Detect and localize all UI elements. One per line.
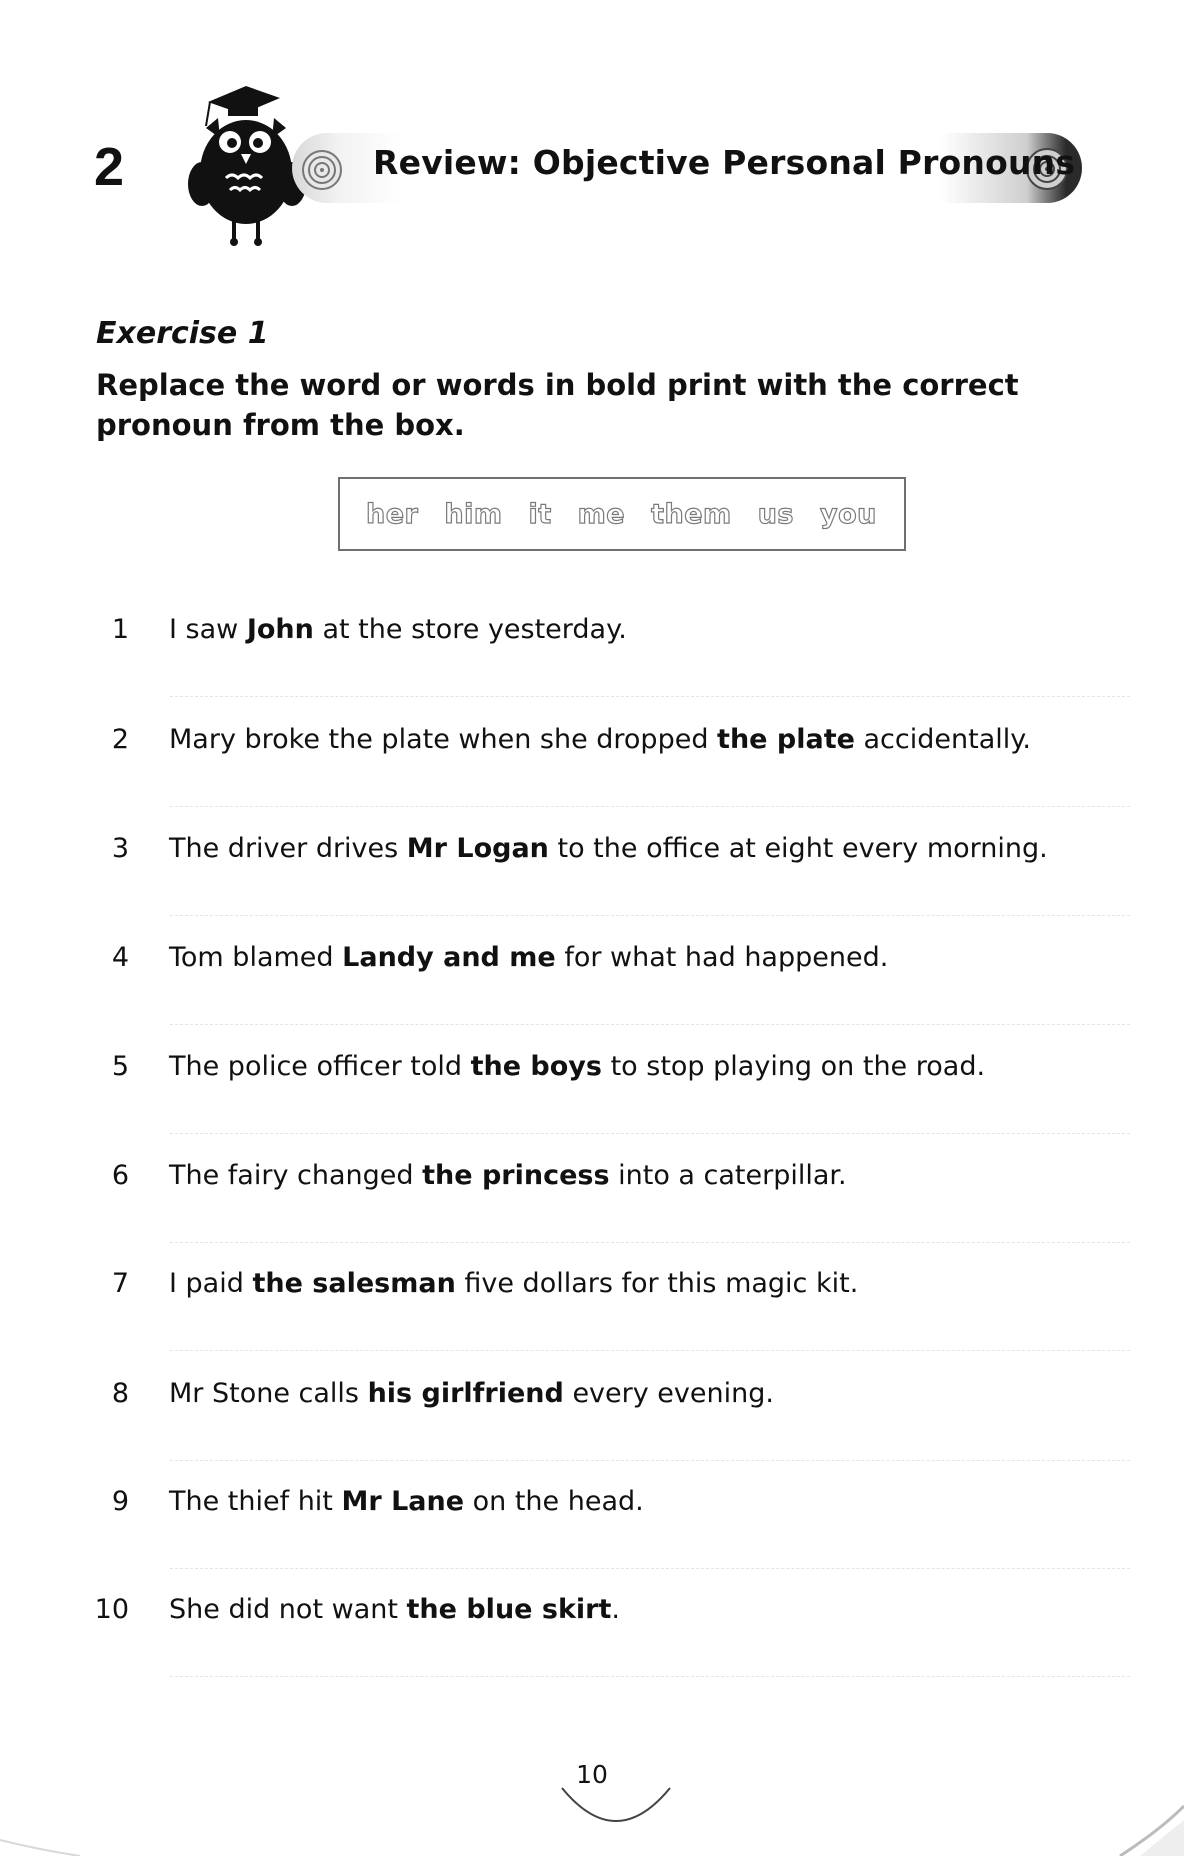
bold-phrase: the blue skirt xyxy=(406,1594,612,1625)
exercise-title: Exercise 1 xyxy=(96,316,269,351)
sentence-number: 7 xyxy=(111,1268,129,1299)
bold-phrase: Mr Logan xyxy=(406,833,549,864)
sentence-number: 2 xyxy=(111,724,129,755)
spiral-icon xyxy=(300,148,344,192)
page-number: 10 xyxy=(576,1760,608,1789)
sentence-item xyxy=(0,1154,1184,1204)
sentence-item xyxy=(0,1045,1184,1095)
exercise-instructions: Replace the word or words in bold print with the correct pronoun from the box. xyxy=(96,368,1019,442)
sentence-item xyxy=(0,1588,1184,1638)
bold-phrase: Mr Lane xyxy=(341,1486,465,1517)
bold-phrase: John xyxy=(246,614,314,645)
sentence-text: Tom blamed Landy and me for what had happened. xyxy=(169,942,889,973)
sentence-item xyxy=(0,936,1184,986)
bold-phrase: the princess xyxy=(422,1160,610,1191)
answer-line[interactable] xyxy=(170,1350,1130,1351)
bold-phrase: the boys xyxy=(470,1051,602,1082)
sentence-text: She did not want the blue skirt. xyxy=(169,1594,620,1625)
pronoun-word: me xyxy=(577,498,626,530)
sentence-item xyxy=(0,608,1184,658)
sentence-text: The fairy changed the princess into a caterpillar. xyxy=(169,1160,847,1191)
pronoun-word: us xyxy=(757,498,794,530)
sentence-item xyxy=(0,1480,1184,1530)
sentence-text: The police officer told the boys to stop playing on the road. xyxy=(169,1051,986,1082)
answer-line[interactable] xyxy=(170,1676,1130,1677)
answer-line[interactable] xyxy=(170,1024,1130,1025)
footer-decoration xyxy=(0,1800,1184,1856)
sentence-number: 4 xyxy=(111,942,129,973)
pronoun-word: it xyxy=(528,498,552,530)
bold-phrase: the plate xyxy=(717,724,855,755)
answer-line[interactable] xyxy=(170,1460,1130,1461)
sentence-item xyxy=(0,1372,1184,1422)
sentence-number: 10 xyxy=(94,1594,129,1625)
sentence-number: 9 xyxy=(111,1486,129,1517)
pronoun-word: him xyxy=(444,498,503,530)
sentence-text: The driver drives Mr Logan to the office at eight every morning. xyxy=(169,833,1048,864)
answer-line[interactable] xyxy=(170,806,1130,807)
sentence-text: The thief hit Mr Lane on the head. xyxy=(169,1486,644,1517)
pronoun-word: her xyxy=(366,498,419,530)
answer-line[interactable] xyxy=(170,696,1130,697)
pronoun-word: you xyxy=(819,498,877,530)
answer-line[interactable] xyxy=(170,915,1130,916)
pronoun-word-box xyxy=(338,477,906,551)
answer-line[interactable] xyxy=(170,1133,1130,1134)
sentence-item xyxy=(0,1262,1184,1312)
sentence-number: 8 xyxy=(111,1378,129,1409)
bold-phrase: the salesman xyxy=(252,1268,456,1299)
answer-line[interactable] xyxy=(170,1568,1130,1569)
bold-phrase: his girlfriend xyxy=(367,1378,564,1409)
sentence-text: Mr Stone calls his girlfriend every evening. xyxy=(169,1378,774,1409)
page-title: Review: Objective Personal Pronouns xyxy=(373,143,1076,182)
pronoun-word: them xyxy=(651,498,732,530)
sentence-number: 1 xyxy=(111,614,129,645)
sentence-number: 3 xyxy=(111,833,129,864)
sentence-item xyxy=(0,827,1184,877)
sentence-text: Mary broke the plate when she dropped the plate accidentally. xyxy=(169,724,1031,755)
sentence-number: 6 xyxy=(111,1160,129,1191)
sentence-text: I paid the salesman five dollars for this magic kit. xyxy=(169,1268,859,1299)
bold-phrase: Landy and me xyxy=(342,942,556,973)
sentence-number: 5 xyxy=(111,1051,129,1082)
sentence-text: I saw John at the store yesterday. xyxy=(169,614,627,645)
answer-line[interactable] xyxy=(170,1242,1130,1243)
sentence-item xyxy=(0,718,1184,768)
unit-number: 2 xyxy=(94,137,125,197)
